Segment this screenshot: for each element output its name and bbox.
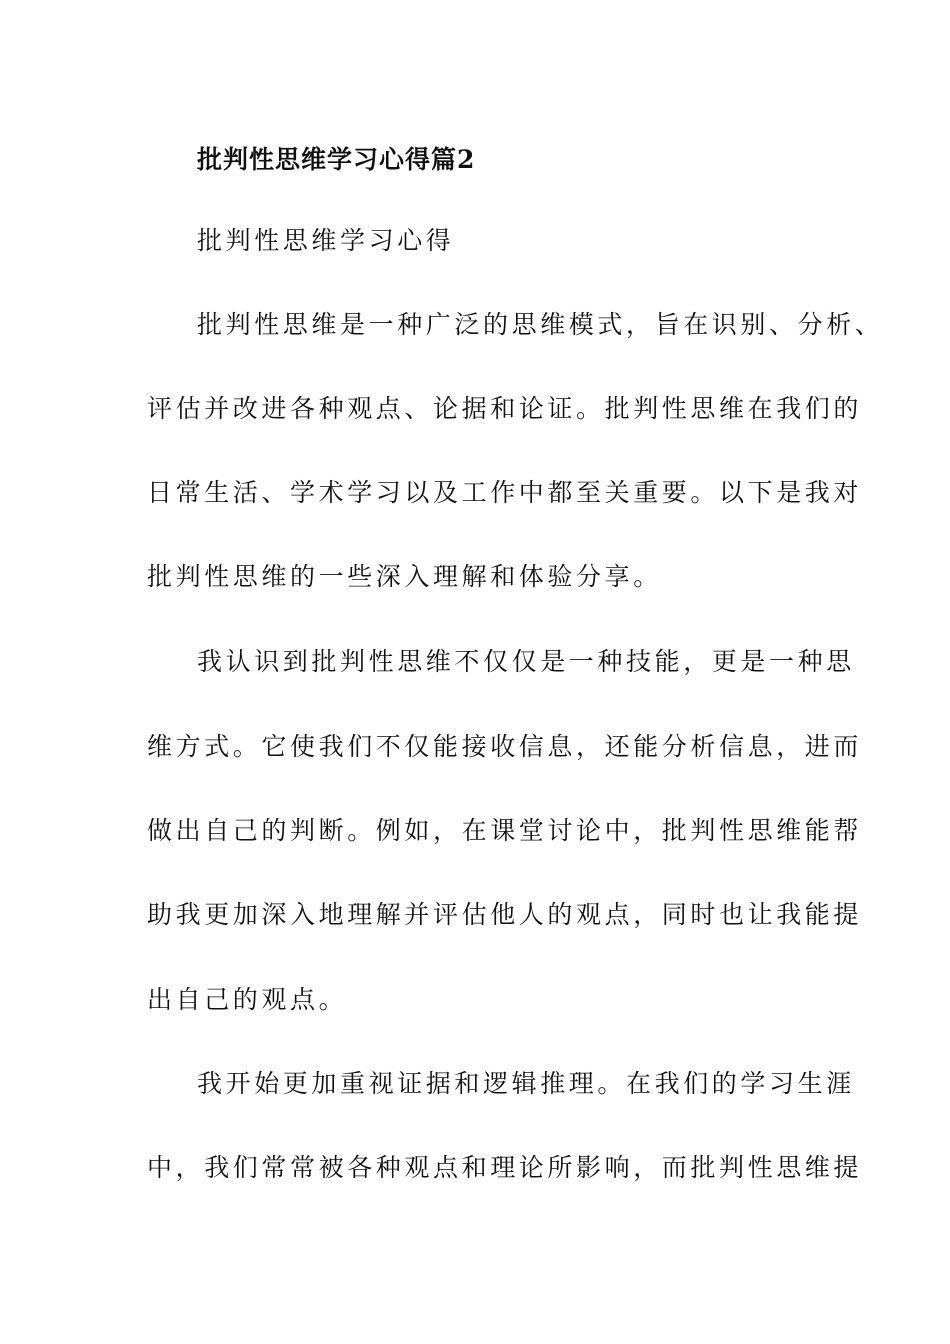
paragraph-line: 我认识到批判性思维不仅仅是一种技能，更是一种思 bbox=[197, 647, 855, 676]
paragraph-line: 日常生活、学术学习以及工作中都至关重要。以下是我对 bbox=[147, 478, 863, 507]
paragraph-line: 评估并改进各种观点、论据和论证。批判性思维在我们的 bbox=[147, 394, 863, 423]
paragraph-line: 批判性思维是一种广泛的思维模式，旨在识别、分析、 bbox=[197, 310, 884, 339]
paragraph-line: 我开始更加重视证据和逻辑推理。在我们的学习生涯 bbox=[197, 1069, 855, 1098]
paragraph-line: 助我更加深入地理解并评估他人的观点，同时也让我能提 bbox=[147, 900, 863, 929]
paragraph-line: 出自己的观点。 bbox=[147, 985, 348, 1014]
paragraph-line: 做出自己的判断。例如，在课堂讨论中，批判性思维能帮 bbox=[147, 816, 863, 845]
document-subtitle: 批判性思维学习心得 bbox=[197, 226, 455, 255]
paragraph-line: 维方式。它使我们不仅能接收信息，还能分析信息，进而 bbox=[147, 732, 863, 761]
paragraph-line: 中，我们常常被各种观点和理论所影响，而批判性思维提 bbox=[147, 1153, 863, 1182]
document-heading: 批判性思维学习心得篇2 bbox=[197, 145, 476, 174]
paragraph-line: 批判性思维的一些深入理解和体验分享。 bbox=[147, 562, 662, 591]
